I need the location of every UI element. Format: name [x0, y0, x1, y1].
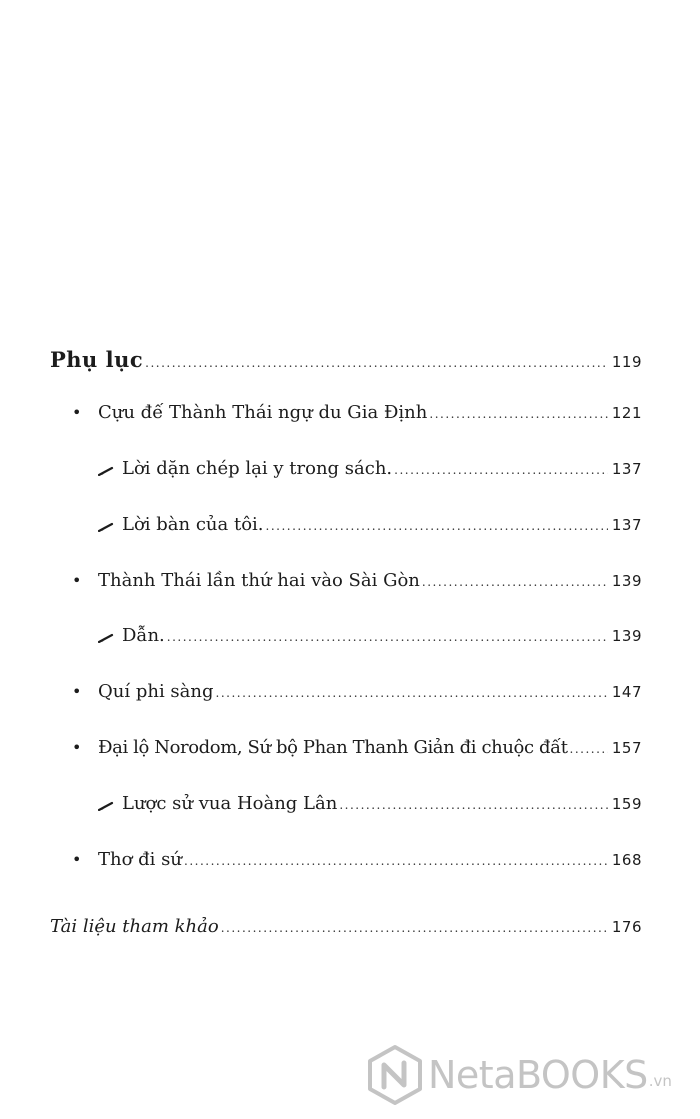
toc-entry-phu-luc[interactable]	[50, 348, 642, 375]
netabooks-logo-icon	[366, 1044, 424, 1106]
toc-page-number: 159	[611, 795, 642, 813]
netabooks-watermark	[366, 1040, 700, 1110]
bullet-icon: •	[72, 571, 82, 590]
toc-page-number: 157	[611, 739, 642, 757]
toc-entry-label: Lược sử vua Hoàng Lân	[122, 793, 338, 814]
dot-leader	[570, 737, 608, 761]
arrow-bullet-icon	[98, 631, 122, 641]
toc-entry-label: Cựu đế Thành Thái ngự du Gia Định	[98, 402, 428, 423]
toc-entry-label: Quí phi sàng	[98, 681, 214, 702]
toc-page-number: 121	[611, 404, 642, 422]
dot-leader	[221, 916, 608, 940]
toc-entry-tho-di-su[interactable]	[72, 848, 642, 873]
dot-leader	[184, 849, 608, 873]
bullet-icon: •	[72, 850, 82, 869]
toc-entry-tai-lieu-tham-khao[interactable]	[50, 915, 642, 940]
toc-entry-label: Lời bàn của tôi.	[122, 514, 264, 535]
toc-page-number: 137	[611, 516, 642, 534]
dot-leader	[394, 458, 608, 482]
toc-entry-label: Lời dặn chép lại y trong sách.	[122, 458, 393, 479]
dot-leader	[429, 402, 607, 426]
toc-page-number: 137	[611, 460, 642, 478]
toc-page-number: 176	[611, 918, 642, 936]
arrow-bullet-icon	[98, 799, 122, 809]
toc-entry-dan[interactable]	[98, 624, 642, 649]
toc-entry-label: Dẫn.	[122, 625, 165, 646]
dot-leader	[339, 793, 608, 817]
bullet-icon: •	[72, 738, 82, 757]
toc-page-number: 168	[611, 851, 642, 869]
toc-page-number: 139	[611, 572, 642, 590]
toc-page-number: 139	[611, 627, 642, 645]
bullet-icon: •	[72, 403, 82, 422]
dot-leader	[422, 570, 608, 594]
toc-entry-loi-ban[interactable]	[98, 513, 642, 538]
dot-leader	[145, 351, 608, 375]
toc-entry-luoc-su[interactable]	[98, 792, 642, 817]
toc-entry-qui-phi-sang[interactable]	[72, 680, 642, 705]
bullet-icon: •	[72, 682, 82, 701]
dot-leader	[266, 514, 608, 538]
dot-leader	[216, 681, 608, 705]
toc-entry-label: Đại lộ Norodom, Sứ bộ Phan Thanh Giản đi chuộc đất	[98, 737, 568, 758]
toc-entry-label: Tài liệu tham khảo	[50, 916, 219, 937]
toc-page-number: 147	[611, 683, 642, 701]
toc-entry-thanh-thai-lan-thu-hai[interactable]	[72, 569, 642, 594]
toc-entry-loi-dan[interactable]	[98, 457, 642, 482]
arrow-bullet-icon	[98, 520, 122, 530]
arrow-bullet-icon	[98, 464, 122, 474]
dot-leader	[167, 625, 608, 649]
watermark-domain-suffix: .vn	[648, 1072, 672, 1090]
toc-entry-label: Thành Thái lần thứ hai vào Sài Gòn	[98, 570, 420, 591]
watermark-brand-text: NetaBOOKS	[428, 1053, 648, 1097]
toc-page-number: 119	[611, 353, 642, 371]
toc-entry-label: Phụ lục	[50, 347, 144, 372]
toc-entry-cuu-de-thanh-thai[interactable]	[72, 401, 642, 426]
toc-entry-dai-lo-norodom[interactable]	[72, 736, 642, 761]
toc-entry-label: Thơ đi sứ	[98, 849, 182, 870]
